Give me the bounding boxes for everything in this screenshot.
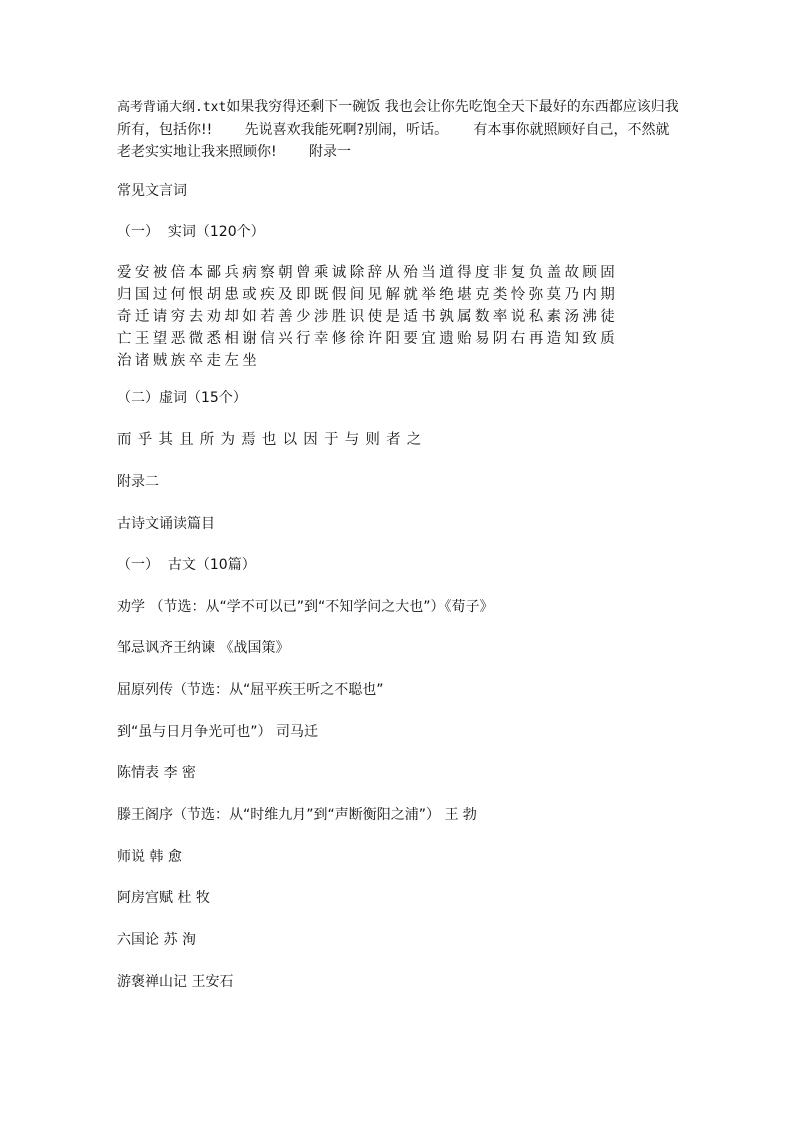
list-item: 滕王阁序（节选：从“时维九月”到“声断衡阳之浦”） 王 勃 [117, 807, 477, 823]
list-item: 陈情表 李 密 [117, 765, 196, 781]
list-item: 邹忌讽齐王纳谏 《战国策》 [117, 640, 290, 656]
list-item: 到“虽与日月争光可也”） 司马迁 [117, 724, 318, 740]
intro-filename: 高考背诵大纲.txt [117, 100, 227, 115]
list-item: 劝学 （节选：从“学不可以已”到“不知学问之大也”）《荀子》 [117, 599, 494, 615]
subsection-guwen-label: （一） 古文（10篇） [117, 557, 256, 573]
subsection-xuci-label: （二）虚词（15个） [117, 390, 247, 406]
shici-line-3: 奇迁请穷去劝却如若善少涉胜识使是适书孰属数率说私素汤沸徒 [117, 309, 619, 325]
shici-line-1: 爱安被倍本鄙兵病察朝曾乘诚除辞从殆当道得度非复负盖故顾固 [117, 265, 619, 281]
xuci-line: 而乎其且所为焉也以因于与则者之 [117, 432, 428, 448]
shici-line-5: 治诸贼族卒走左坐 [117, 353, 261, 369]
shici-line-2: 归国过何恨胡患或疾及即既假间见解就举绝堪克类怜弥莫乃内期 [117, 287, 619, 303]
intro-text: 如果我穷得还剩下一碗饭 我也会让你先吃饱全天下最好的东西都应该归我所有，包括你!! 先说喜欢我能死啊?别闹，听话。 有本事你就照顾好自己，不然就老老实实地让我来照顾你! 附录一 [117, 99, 679, 160]
list-item: 六国论 苏 洵 [117, 932, 196, 948]
section-title-common-words: 常见文言词 [117, 183, 187, 199]
list-item: 师说 韩 愈 [117, 849, 182, 865]
list-item: 阿房宫赋 杜 牧 [117, 890, 210, 906]
list-item: 游褒禅山记 王安石 [117, 974, 234, 990]
appendix-two-heading: 附录二 [117, 474, 159, 490]
shici-line-4: 亡王望恶微悉相谢信兴行幸修徐许阳要宜遗贻易阴右再造知致质 [117, 331, 619, 347]
list-item: 屈原列传（节选：从“屈平疾王听之不聪也” [117, 682, 384, 698]
subsection-shici-label: （一） 实词（120个） [117, 224, 265, 240]
section-title-recitation: 古诗文诵读篇目 [117, 516, 215, 532]
intro-paragraph [117, 96, 682, 163]
